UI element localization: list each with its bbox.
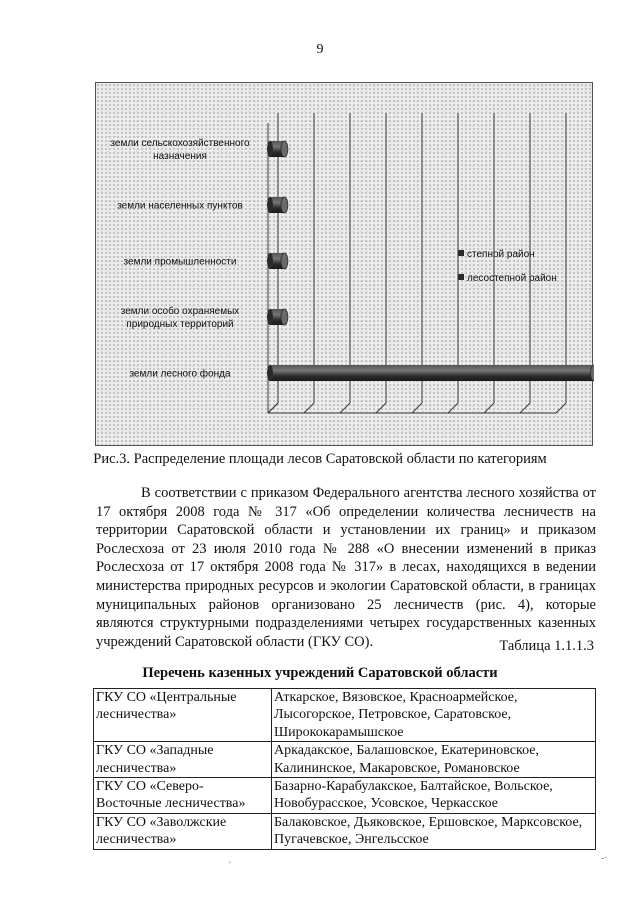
- institution-cell: ГКУ СО «Заволжские лесничества»: [94, 813, 272, 849]
- grid-floor-tick: [484, 403, 494, 413]
- forest-area-chart: [95, 82, 593, 446]
- category-label: земли сельскохозяйственного: [110, 138, 250, 149]
- forestries-cell: Аткарское, Вязовское, Красноармейское, Лысогорское, Петровское, Саратовское, Ширококарамышское: [272, 689, 596, 742]
- page-number: 9: [316, 42, 324, 57]
- bars: [267, 141, 594, 381]
- bar-end-cap: [281, 253, 288, 269]
- bar-end-cap: [281, 309, 288, 325]
- table-title: Перечень казенных учреждений Саратовской области: [142, 665, 498, 681]
- bar-base-cap: [267, 141, 273, 157]
- bar-4: [267, 309, 288, 325]
- table-row: [94, 813, 596, 849]
- category-label: назначения: [153, 151, 207, 162]
- forestries-cell: Базарно-Карабулакское, Балтайское, Вольское, Новобурасское, Усовское, Черкасское: [272, 778, 596, 814]
- category-label: земли особо охраняемых: [120, 306, 240, 317]
- bar-body: [270, 365, 594, 381]
- category-label: земли промышленности: [123, 256, 237, 268]
- legend-swatch: [458, 250, 464, 256]
- table-number: Таблица 1.1.1.3: [499, 638, 594, 654]
- grid-floor-tick: [520, 403, 530, 413]
- grid-floor-tick: [340, 403, 350, 413]
- scan-speck: -·: [601, 853, 608, 864]
- bar-base-cap: [267, 365, 273, 381]
- category-label: земли населенных пунктов: [117, 200, 243, 212]
- institution-cell: ГКУ СО «Западные лесничества»: [94, 742, 272, 778]
- grid-floor-tick: [556, 403, 566, 413]
- bar-end-cap: [281, 141, 288, 157]
- table-row: [94, 689, 596, 742]
- legend-entry: степной район: [467, 249, 535, 260]
- institution-cell: ГКУ СО «Северо-Восточные лесничества»: [94, 778, 272, 814]
- bar-end-cap: [281, 197, 288, 213]
- forestries-cell: Балаковское, Дьяковское, Ершовское, Марксовское, Пугачевское, Энгельсское: [272, 813, 596, 849]
- chart-svg: [96, 83, 594, 447]
- table-row: [94, 778, 596, 814]
- forestry-institutions-table: [93, 688, 596, 850]
- bar-2: [267, 197, 288, 213]
- category-labels: [110, 138, 250, 380]
- table-row: [94, 742, 596, 778]
- figure-caption: Рис.3. Распределение площади лесов Саратовской области по категориям: [93, 451, 547, 467]
- grid-floor-tick: [304, 403, 314, 413]
- grid-floor-tick: [412, 403, 422, 413]
- category-label: земли лесного фонда: [129, 368, 231, 380]
- legend: [458, 249, 557, 284]
- bar-base-cap: [267, 197, 273, 213]
- category-label: природных территорий: [126, 319, 234, 330]
- bar-5: [267, 365, 594, 381]
- legend-swatch: [458, 274, 464, 280]
- forestries-cell: Аркадакское, Балашовское, Екатериновское, Калининское, Макаровское, Романовское: [272, 742, 596, 778]
- grid-floor-tick: [448, 403, 458, 413]
- grid-floor-tick: [268, 403, 278, 413]
- bar-3: [267, 253, 288, 269]
- grid-floor-tick: [376, 403, 386, 413]
- bar-base-cap: [267, 253, 273, 269]
- scan-speck: ·: [228, 858, 232, 869]
- institution-cell: ГКУ СО «Центральные лесничества»: [94, 689, 272, 742]
- body-paragraph: В соответствии с приказом Федерального агентства лесного хозяйства от 17 октября 2008 года № 317 «Об определении количества лесничеств на территории Саратовской области и установлении их границ» и приказом Рослесхоза от 23 июля 2010 года № 288 «О внесении изменений в приказ Рослесхоза от 17 октября 2008 года № 317» в лесах, находящихся в ведении министерства природных ресурсов и экологии Саратовской области, в границах муниципальных районов организовано 25 лесничеств (рис. 4), которые являются структурными подразделениями четырех государственных казенных учреждений Саратовской области (ГКУ СО).: [96, 485, 596, 650]
- bar-base-cap: [267, 309, 273, 325]
- legend-entry: лесостепной район: [467, 273, 557, 284]
- bar-1: [267, 141, 288, 157]
